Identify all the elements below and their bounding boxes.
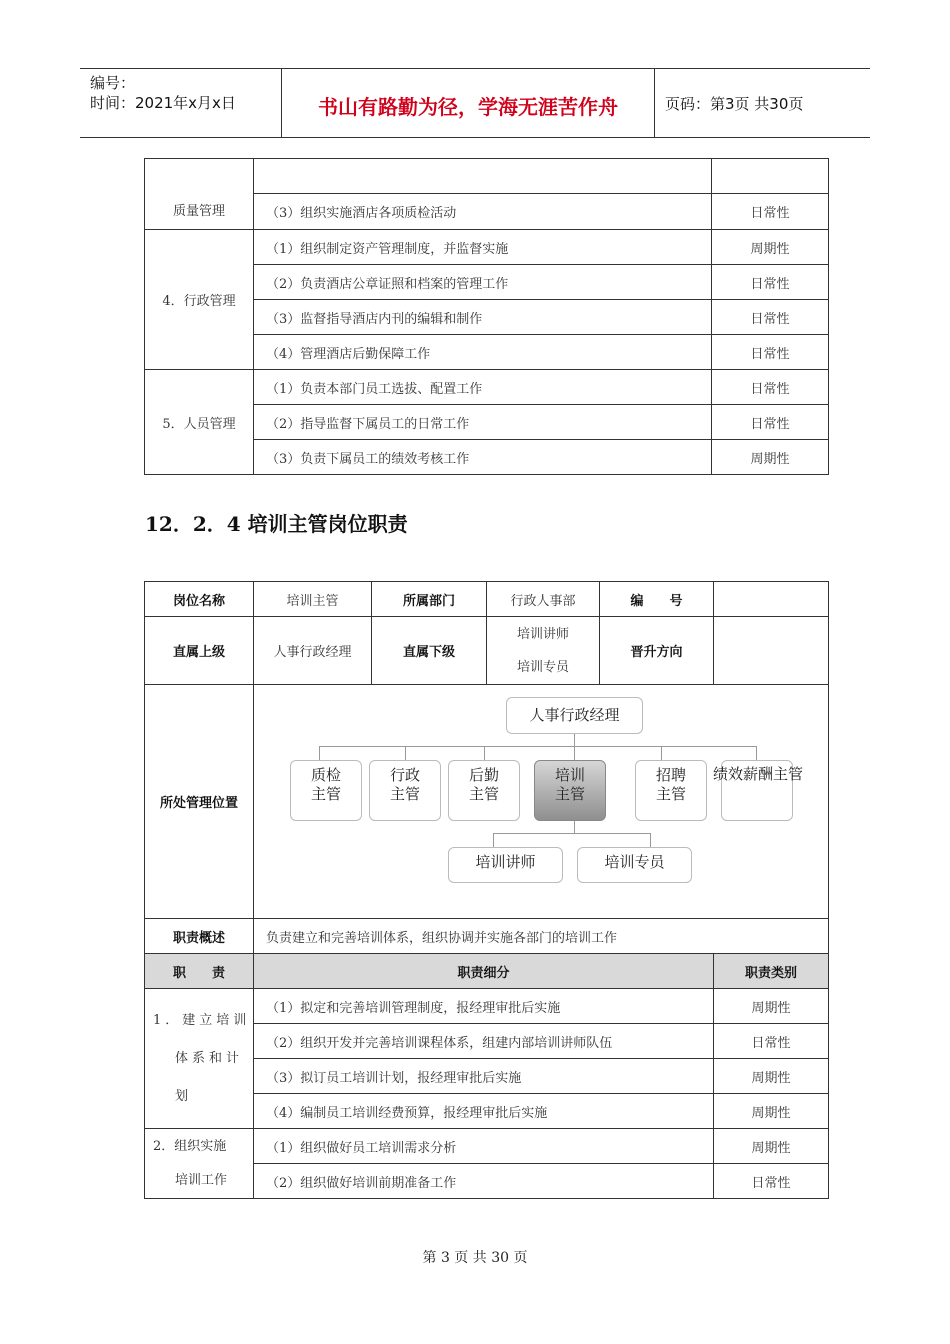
subordinate-2: 培训专员 bbox=[516, 659, 569, 675]
detail-cell bbox=[254, 159, 712, 194]
superior-label: 直属上级 bbox=[145, 617, 254, 685]
type-cell: 日常性 bbox=[712, 300, 829, 335]
type-cell: 周期性 bbox=[712, 230, 829, 265]
detail-cell: （2）组织开发并完善培训课程体系，组建内部培训讲师队伍 bbox=[254, 1024, 714, 1059]
org-connector bbox=[650, 833, 651, 847]
header-meta bbox=[90, 73, 236, 113]
type-cell: 周期性 bbox=[712, 440, 829, 475]
org-connector bbox=[319, 746, 320, 760]
org-node-text: 培训 bbox=[554, 766, 585, 784]
duty-line: 划 bbox=[175, 1088, 193, 1104]
type-cell: 周期性 bbox=[714, 1129, 829, 1164]
col-duty-header: 职 责 bbox=[145, 954, 254, 989]
duty-line: 1．建立培训 bbox=[153, 1012, 251, 1028]
duty-line: 体系和计 bbox=[175, 1050, 244, 1066]
type-cell: 日常性 bbox=[712, 265, 829, 300]
header-number: 编号： bbox=[90, 74, 136, 92]
header-divider bbox=[654, 69, 655, 137]
detail-cell: （1）组织做好员工培训需求分析 bbox=[254, 1129, 714, 1164]
dept-label: 所属部门 bbox=[372, 582, 487, 617]
duties-table-continued bbox=[144, 158, 829, 475]
org-node-text: 主管 bbox=[655, 785, 686, 803]
header-motto: 书山有路勤为径，学海无涯苦作舟 bbox=[318, 95, 618, 119]
org-connector bbox=[405, 746, 406, 760]
org-node-performance-label: 绩效薪酬主管 bbox=[712, 765, 803, 783]
detail-cell: （4）编制员工培训经费预算，报经理审批后实施 bbox=[254, 1094, 714, 1129]
org-node-admin-supervisor bbox=[369, 760, 441, 821]
org-node-text: 招聘 bbox=[655, 766, 686, 784]
subordinate-value bbox=[487, 617, 600, 685]
org-connector bbox=[493, 833, 494, 847]
org-connector bbox=[756, 746, 757, 760]
org-node-text: 行政 bbox=[389, 766, 420, 784]
duty-cell: 4．行政管理 bbox=[145, 230, 254, 370]
detail-cell: （2）负责酒店公章证照和档案的管理工作 bbox=[254, 265, 712, 300]
section-title: 12．2．4 培训主管岗位职责 bbox=[145, 512, 408, 536]
code-value bbox=[714, 582, 829, 617]
org-node-recruitment-supervisor bbox=[635, 760, 707, 821]
subordinate-1: 培训讲师 bbox=[516, 626, 569, 642]
org-node-logistics-supervisor bbox=[448, 760, 520, 821]
duty-cell: 质量管理 bbox=[145, 159, 254, 230]
org-connector bbox=[319, 746, 757, 747]
post-name-label: 岗位名称 bbox=[145, 582, 254, 617]
org-node-training-supervisor bbox=[534, 760, 606, 821]
code-label: 编 号 bbox=[600, 582, 714, 617]
summary-label: 职责概述 bbox=[145, 919, 254, 954]
dept-value: 行政人事部 bbox=[487, 582, 600, 617]
detail-cell: （2）指导监督下属员工的日常工作 bbox=[254, 405, 712, 440]
org-node-text: 主管 bbox=[468, 785, 499, 803]
type-cell: 周期性 bbox=[714, 1094, 829, 1129]
org-node-hr-admin-manager: 人事行政经理 bbox=[506, 697, 643, 734]
duty-cell bbox=[145, 989, 254, 1129]
type-cell: 周期性 bbox=[714, 1059, 829, 1094]
promotion-value bbox=[714, 617, 829, 685]
subordinate-label: 直属下级 bbox=[372, 617, 487, 685]
page-header bbox=[80, 68, 870, 138]
org-node-text: 主管 bbox=[310, 785, 341, 803]
superior-value: 人事行政经理 bbox=[254, 617, 372, 685]
detail-cell: （3）监督指导酒店内刊的编辑和制作 bbox=[254, 300, 712, 335]
type-cell: 周期性 bbox=[714, 989, 829, 1024]
training-supervisor-table bbox=[144, 581, 829, 1199]
page-footer: 第 3 页 共 30 页 bbox=[422, 1250, 528, 1266]
org-connector bbox=[661, 746, 662, 760]
type-cell: 日常性 bbox=[712, 405, 829, 440]
post-name-value: 培训主管 bbox=[254, 582, 372, 617]
detail-cell: （3）负责下属员工的绩效考核工作 bbox=[254, 440, 712, 475]
type-cell: 日常性 bbox=[714, 1024, 829, 1059]
duty-line: 2．组织实施 bbox=[153, 1138, 227, 1154]
detail-cell: （1）拟定和完善培训管理制度，报经理审批后实施 bbox=[254, 989, 714, 1024]
org-node-text: 主管 bbox=[554, 785, 585, 803]
header-time: 时间：2021年x月x日 bbox=[90, 94, 236, 112]
type-cell: 日常性 bbox=[712, 370, 829, 405]
org-node-qc-supervisor bbox=[290, 760, 362, 821]
detail-cell: （1）组织制定资产管理制度，并监督实施 bbox=[254, 230, 712, 265]
summary-value: 负责建立和完善培训体系，组织协调并实施各部门的培训工作 bbox=[254, 919, 829, 954]
org-node-text: 主管 bbox=[389, 785, 420, 803]
col-detail-header: 职责细分 bbox=[254, 954, 714, 989]
org-connector bbox=[484, 746, 485, 760]
position-label: 所处管理位置 bbox=[145, 685, 254, 919]
org-connector bbox=[574, 746, 575, 760]
detail-cell: （3）拟订员工培训计划，报经理审批后实施 bbox=[254, 1059, 714, 1094]
col-type-header: 职责类别 bbox=[714, 954, 829, 989]
org-connector bbox=[574, 734, 575, 746]
org-node-training-specialist: 培训专员 bbox=[577, 847, 692, 883]
org-node-trainer: 培训讲师 bbox=[448, 847, 563, 883]
duty-line: 培训工作 bbox=[175, 1172, 228, 1188]
type-cell: 日常性 bbox=[714, 1164, 829, 1199]
detail-cell: （4）管理酒店后勤保障工作 bbox=[254, 335, 712, 370]
detail-cell: （1）负责本部门员工选拔、配置工作 bbox=[254, 370, 712, 405]
type-cell bbox=[712, 159, 829, 194]
org-connector bbox=[574, 821, 575, 833]
detail-cell: （2）组织做好培训前期准备工作 bbox=[254, 1164, 714, 1199]
org-node-text: 后勤 bbox=[468, 766, 499, 784]
org-node-text: 质检 bbox=[310, 766, 341, 784]
header-page-number: 页码：第3页 共30页 bbox=[665, 95, 804, 113]
duty-cell: 5．人员管理 bbox=[145, 370, 254, 475]
duty-cell bbox=[145, 1129, 254, 1199]
type-cell: 日常性 bbox=[712, 194, 829, 230]
promotion-label: 晋升方向 bbox=[600, 617, 714, 685]
type-cell: 日常性 bbox=[712, 335, 829, 370]
detail-cell: （3）组织实施酒店各项质检活动 bbox=[254, 194, 712, 230]
org-connector bbox=[493, 833, 650, 834]
